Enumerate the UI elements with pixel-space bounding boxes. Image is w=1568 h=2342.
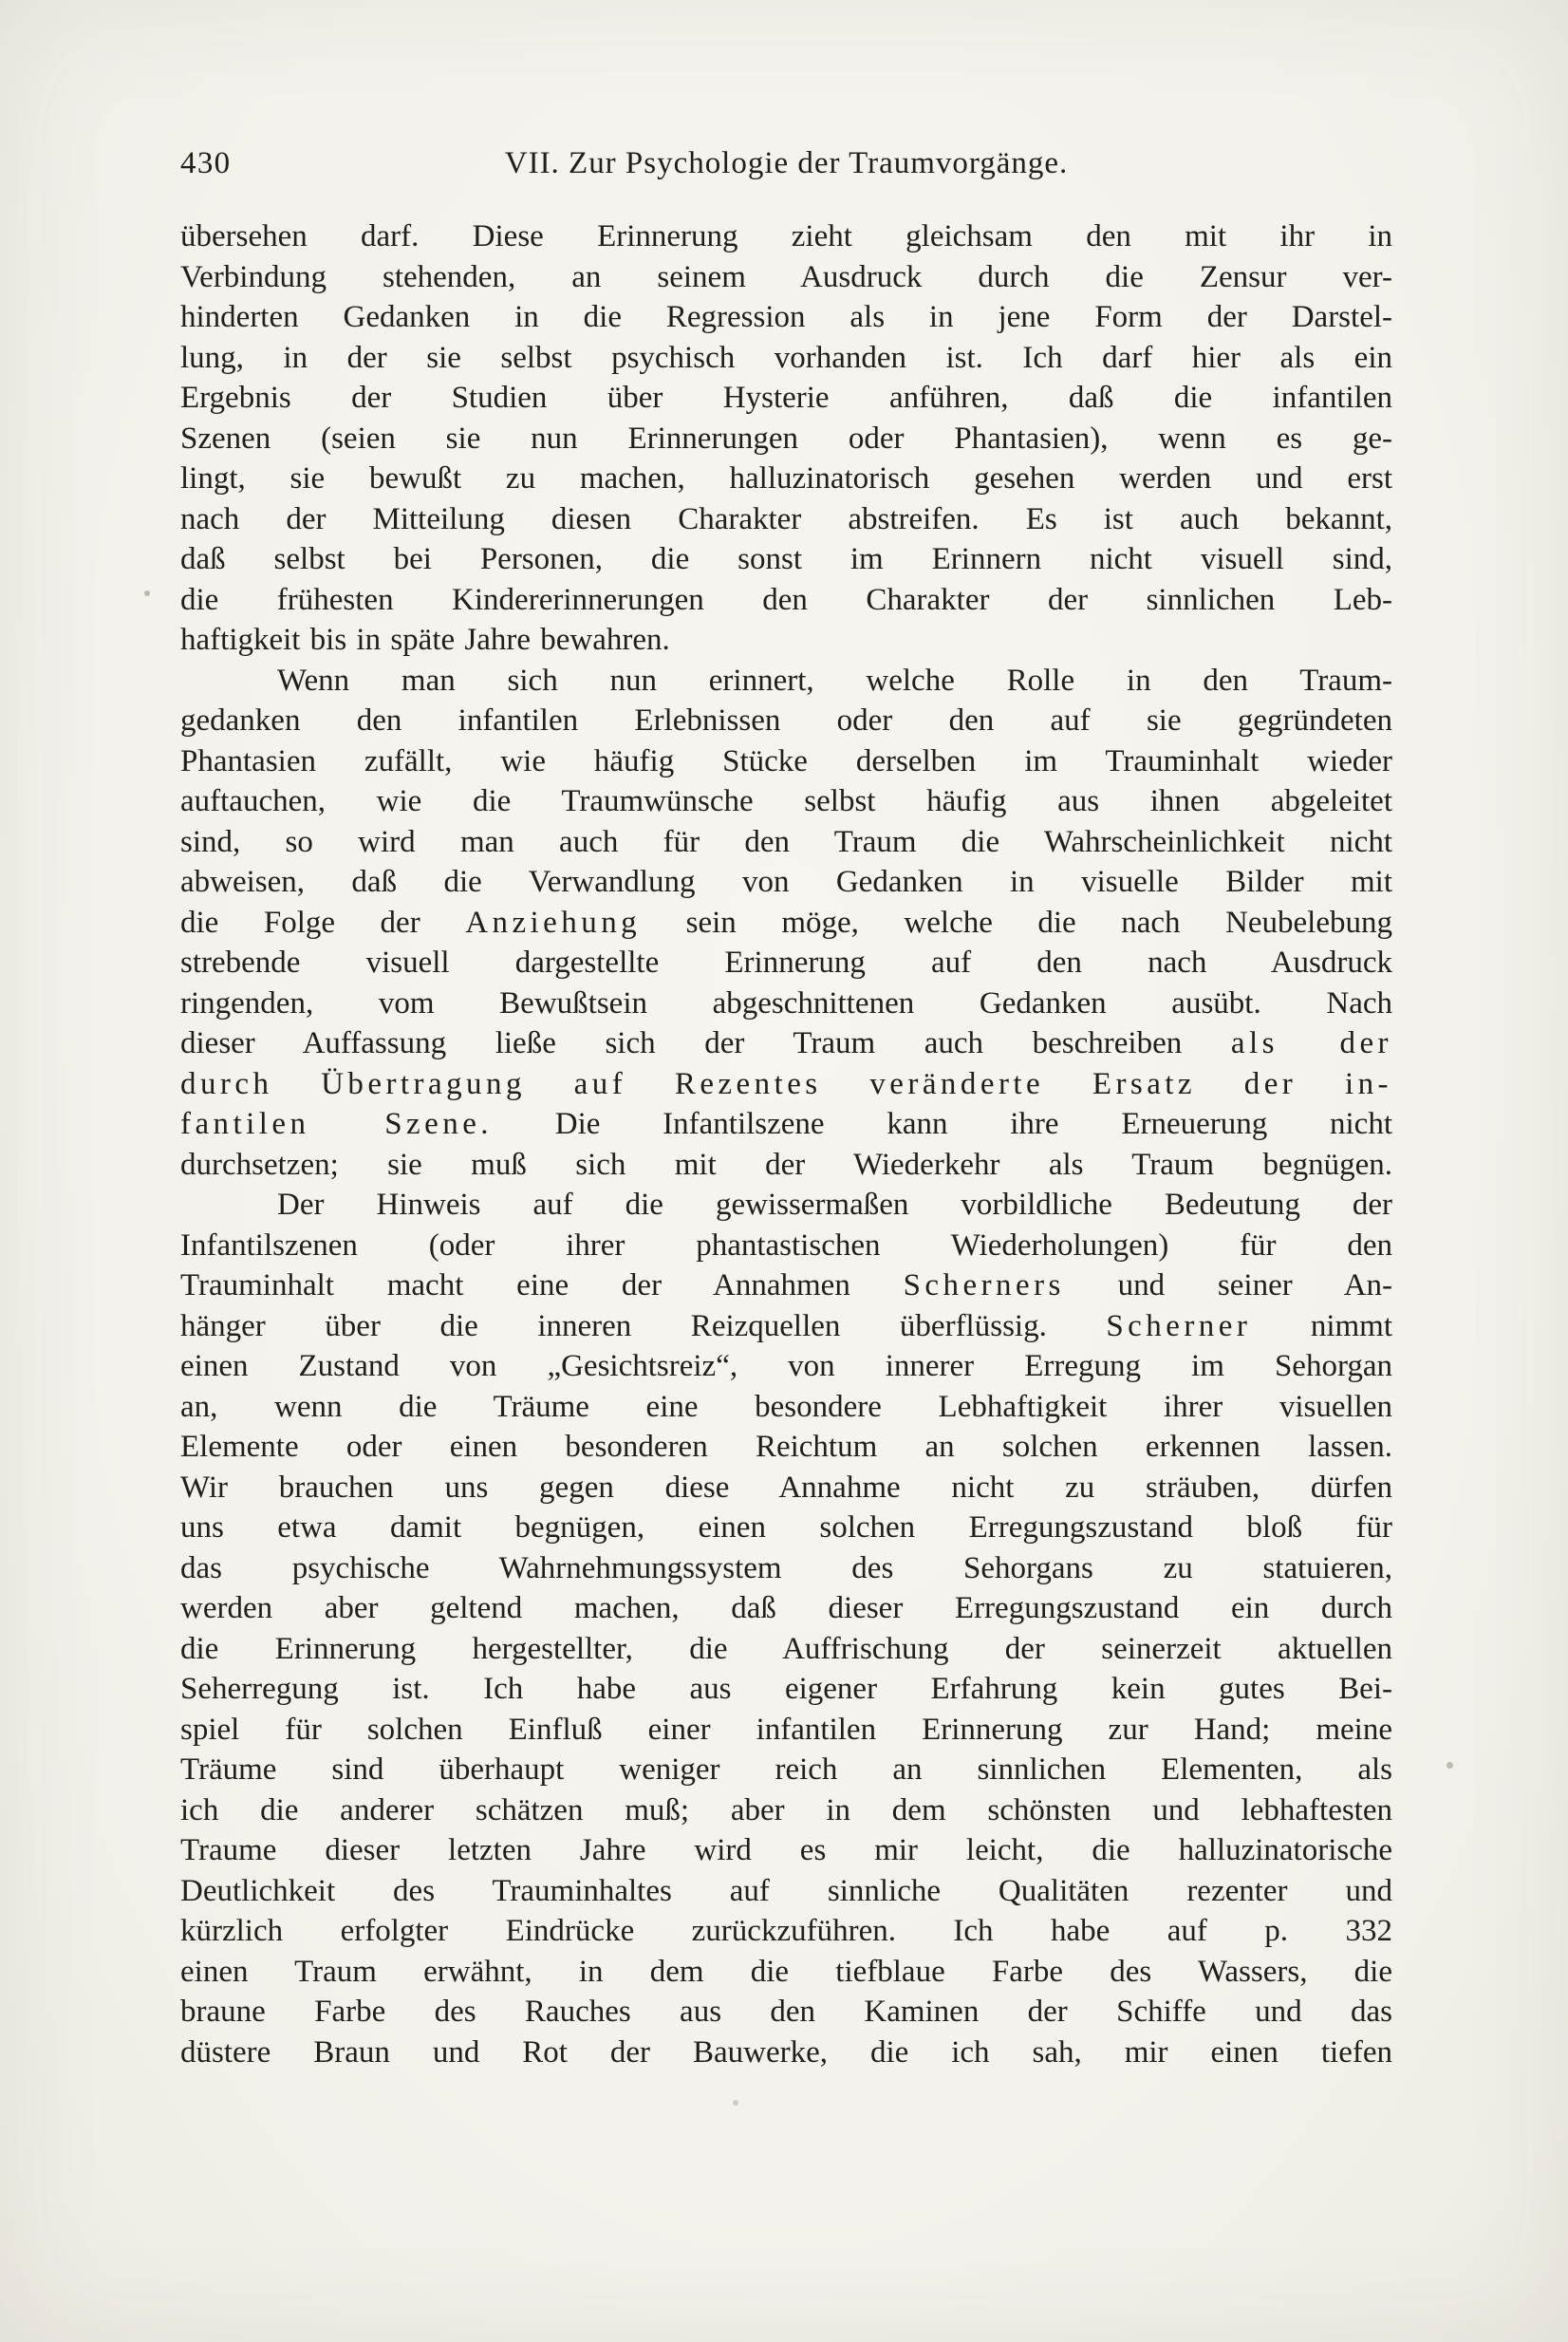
- text-line: [180, 1468, 1392, 1508]
- text-line: [180, 781, 1392, 822]
- text-segment: nach der Mitteilung diesen Charakter abstreifen. Es ist auch bekannt,: [180, 501, 1392, 536]
- text-line: [180, 1790, 1392, 1831]
- scan-artifact: [144, 590, 150, 596]
- text-line: [180, 1023, 1392, 1064]
- text-line: [180, 1145, 1392, 1186]
- text-line: [180, 1346, 1392, 1387]
- text-line: [180, 1064, 1392, 1105]
- text-line: [180, 620, 1392, 661]
- text-line: [180, 1669, 1392, 1710]
- text-line: [180, 1387, 1392, 1428]
- text-line: [180, 216, 1392, 257]
- emphasized-text-segment: fantilen Szene.: [180, 1107, 493, 1141]
- text-line: [180, 1629, 1392, 1670]
- text-segment: Trauminhalt macht eine der Annahmen: [180, 1268, 904, 1302]
- text-line: [180, 499, 1392, 540]
- page-header: [180, 142, 1392, 186]
- text-line: [180, 1588, 1392, 1629]
- text-line: [180, 1226, 1392, 1266]
- text-line: [180, 378, 1392, 419]
- text-line: [180, 1265, 1392, 1306]
- text-line: [180, 1871, 1392, 1912]
- text-line: [180, 1710, 1392, 1751]
- text-line: [180, 741, 1392, 782]
- text-segment: die frühesten Kindererinnerungen den Charakter der sinnlichen Leb-: [180, 582, 1392, 617]
- text-segment: einen Zustand von „Gesichtsreiz“, von innerer Erregung im Sehorgan: [180, 1349, 1392, 1383]
- text-segment: das psychische Wahrnehmungssystem des Sehorgans zu statuieren,: [180, 1550, 1392, 1585]
- text-segment: Ergebnis der Studien über Hysterie anführen, daß die infantilen: [180, 381, 1392, 415]
- text-line: [180, 1952, 1392, 1993]
- text-line: [180, 1104, 1392, 1145]
- text-segment: spiel für solchen Einfluß einer infantilen Erinnerung zur Hand; meine: [180, 1712, 1392, 1747]
- emphasized-text-segment: Anziehung: [465, 905, 642, 940]
- text-segment: Infantilszenen (oder ihrer phantastischen Wiederholungen) für den: [180, 1227, 1392, 1263]
- text-segment: Seherregung ist. Ich habe aus eigener Erfahrung kein gutes Bei-: [180, 1672, 1392, 1706]
- text-segment: ich die anderer schätzen muß; aber in dem schönsten und lebhaftesten: [180, 1792, 1392, 1827]
- text-segment: hinderten Gedanken in die Regression als in jene Form der Darstel-: [180, 300, 1392, 334]
- text-segment: strebende visuell dargestellte Erinnerung auf den nach Ausdruck: [180, 946, 1392, 980]
- page-body: [180, 216, 1392, 2072]
- text-segment: Traume dieser letzten Jahre wird es mir leicht, die halluzinatorische: [180, 1833, 1392, 1867]
- emphasized-text-segment: durch Übertragung auf Rezentes veränderte Ersatz der in-: [180, 1066, 1392, 1101]
- text-segment: haftigkeit bis in späte Jahre bewahren.: [180, 623, 670, 657]
- text-line: [180, 701, 1392, 741]
- text-line: [180, 539, 1392, 580]
- text-segment: Wenn man sich nun erinnert, welche Rolle in den Traum-: [277, 663, 1392, 698]
- text-segment: lingt, sie bewußt zu machen, halluzinatorisch gesehen werden und erst: [180, 461, 1392, 496]
- text-segment: Der Hinweis auf die gewissermaßen vorbildliche Bedeutung der: [277, 1188, 1392, 1222]
- text-segment: gedanken den infantilen Erlebnissen oder den auf sie gegründeten: [180, 703, 1392, 738]
- text-line: [180, 1427, 1392, 1468]
- text-line: [180, 903, 1392, 944]
- text-line: [180, 661, 1392, 702]
- text-line: [180, 257, 1392, 298]
- emphasized-text-segment: Scherners: [903, 1268, 1065, 1302]
- text-segment: Phantasien zufällt, wie häufig Stücke derselben im Trauminhalt wieder: [180, 743, 1392, 778]
- text-segment: durchsetzen; sie muß sich mit der Wiederkehr als Traum begnügen.: [180, 1147, 1392, 1182]
- text-segment: abweisen, daß die Verwandlung von Gedanken in visuelle Bilder mit: [180, 865, 1392, 899]
- text-line: [180, 580, 1392, 621]
- text-segment: sind, so wird man auch für den Traum die Wahrscheinlichkeit nicht: [180, 824, 1392, 859]
- text-segment: daß selbst bei Personen, die sonst im Erinnern nicht visuell sind,: [180, 542, 1392, 576]
- text-line: [180, 338, 1392, 379]
- text-line: [180, 822, 1392, 863]
- text-segment: Elemente oder einen besonderen Reichtum an solchen erkennen lassen.: [180, 1430, 1392, 1464]
- text-line: [180, 297, 1392, 338]
- text-line: [180, 1185, 1392, 1226]
- text-line: [180, 1750, 1392, 1790]
- text-line: [180, 1306, 1392, 1347]
- text-segment: und seiner An-: [1064, 1268, 1393, 1302]
- scan-artifact: [733, 2100, 738, 2106]
- text-line: [180, 943, 1392, 984]
- text-segment: sein möge, welche die nach Neubelebung: [641, 905, 1392, 940]
- page-number: 430: [180, 146, 232, 180]
- text-segment: nimmt: [1251, 1308, 1392, 1343]
- text-segment: dieser Auffassung ließe sich der Traum auch beschreiben: [180, 1026, 1231, 1060]
- text-segment: Wir brauchen uns gegen diese Annahme nicht zu sträuben, dürfen: [180, 1470, 1392, 1505]
- emphasized-text-segment: Scherner: [1106, 1308, 1252, 1343]
- text-segment: werden aber geltend machen, daß dieser Erregungszustand ein durch: [180, 1591, 1392, 1625]
- text-line: [180, 419, 1392, 459]
- text-segment: lung, in der sie selbst psychisch vorhanden ist. Ich darf hier als ein: [180, 340, 1392, 375]
- text-segment: Die Infantilszene kann ihre Erneuerung nicht: [493, 1107, 1392, 1141]
- emphasized-text-segment: als der: [1230, 1026, 1393, 1060]
- text-segment: ringenden, vom Bewußtsein abgeschnittenen Gedanken ausübt. Nach: [180, 985, 1392, 1021]
- text-line: [180, 1508, 1392, 1548]
- text-segment: Verbindung stehenden, an seinem Ausdruck durch die Zensur ver-: [180, 259, 1392, 294]
- text-segment: einen Traum erwähnt, in dem die tiefblaue Farbe des Wassers, die: [180, 1954, 1392, 1989]
- text-line: [180, 1992, 1392, 2033]
- text-line: [180, 862, 1392, 903]
- text-segment: Deutlichkeit des Trauminhaltes auf sinnliche Qualitäten rezenter und: [180, 1873, 1392, 1908]
- text-segment: braune Farbe des Rauches aus den Kaminen der Schiffe und das: [180, 1995, 1392, 2029]
- scan-artifact: [1447, 1762, 1453, 1769]
- text-line: [180, 984, 1392, 1024]
- text-segment: übersehen darf. Diese Erinnerung zieht gleichsam den mit ihr in: [180, 219, 1392, 253]
- text-line: [180, 459, 1392, 499]
- text-segment: die Erinnerung hergestellter, die Auffrischung der seinerzeit aktuellen: [180, 1631, 1392, 1666]
- text-segment: Szenen (seien sie nun Erinnerungen oder Phantasien), wenn es ge-: [180, 421, 1392, 456]
- text-segment: an, wenn die Träume eine besondere Lebhaftigkeit ihrer visuellen: [180, 1389, 1392, 1424]
- text-segment: düstere Braun und Rot der Bauwerke, die ich sah, mir einen tiefen: [180, 2034, 1392, 2070]
- text-line: [180, 1830, 1392, 1871]
- text-line: [180, 2033, 1392, 2073]
- running-head: VII. Zur Psychologie der Traumvorgänge.: [504, 146, 1069, 180]
- text-segment: die Folge der: [180, 905, 466, 940]
- text-line: [180, 1911, 1392, 1952]
- text-segment: auftauchen, wie die Traumwünsche selbst häufig aus ihnen abgeleitet: [180, 784, 1392, 818]
- text-segment: hänger über die inneren Reizquellen überflüssig.: [180, 1308, 1107, 1343]
- text-line: [180, 1548, 1392, 1589]
- text-segment: kürzlich erfolgter Eindrücke zurückzuführen. Ich habe auf p. 332: [180, 1914, 1392, 1948]
- text-segment: Träume sind überhaupt weniger reich an sinnlichen Elementen, als: [180, 1752, 1392, 1787]
- text-segment: uns etwa damit begnügen, einen solchen Erregungszustand bloß für: [180, 1510, 1392, 1545]
